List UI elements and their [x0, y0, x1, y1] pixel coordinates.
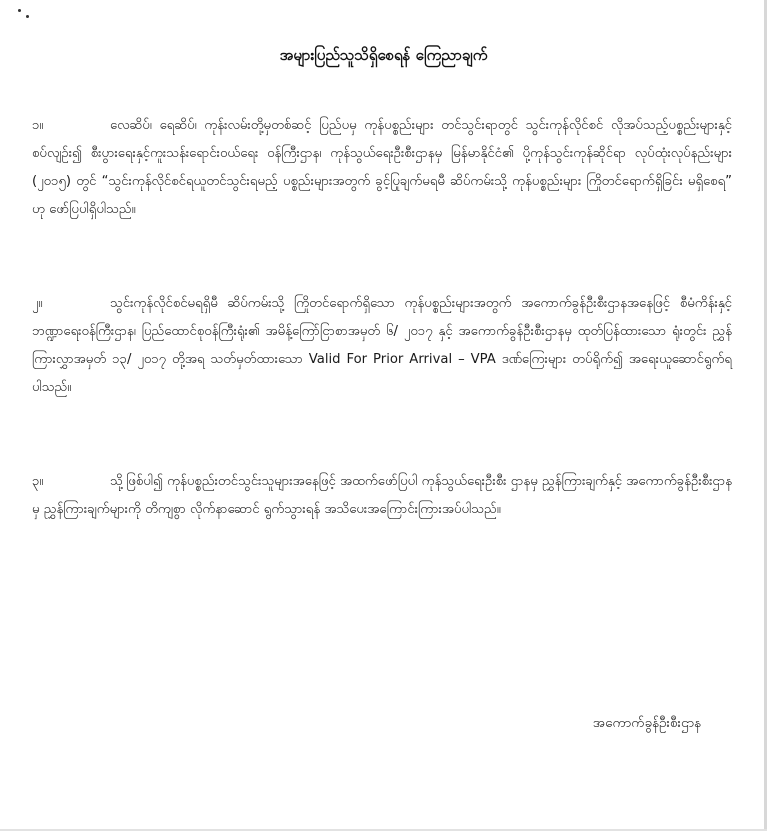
paragraph-1 — [32, 112, 732, 224]
paragraph-number: ၂။ — [32, 296, 43, 311]
paragraph-text: သို့ဖြစ်ပါ၍ ကုန်ပစ္စည်းတင်သွင်းသူများအနေဖြင့် အထက်ဖော်ပြပါ ကုန်သွယ်ရေးဦးစီး ဌာနမှ ညွှန်ကြားချက်နှင့် အကောက်ခွန်ဦးစီးဌာနမှ ညွှန်ကြားချက်များကို တိကျစွာ လိုက်နာဆောင် ရွက်သွားရန် အသိပေးအကြောင်းကြားအပ်ပါသည်။ — [32, 474, 732, 517]
scan-speck — [26, 15, 29, 18]
paragraph-3 — [32, 468, 732, 524]
signature-department: အကောက်ခွန်ဦးစီးဌာန — [592, 715, 701, 731]
paragraph-number: ၁။ — [32, 118, 44, 133]
paragraph-text: လေဆိပ်၊ ရေဆိပ်၊ ကုန်းလမ်းတို့မှတစ်ဆင့် ပြည်ပမှ ကုန်ပစ္စည်းများ တင်သွင်းရာတွင် သွင်းကုန်လိုင်စင် လိုအပ်သည့်ပစ္စည်းများနှင့် စပ်လျဉ်း၍ စီးပွားရေးနှင့်ကူးသန်းရောင်းဝယ်ရေး ဝန်ကြီးဌာန၊ ကုန်သွယ်ရေးဦးစီးဌာနမှ မြန်မာနိုင်ငံ၏ ပို့ကုန်သွင်းကုန်ဆိုင်ရာ လုပ်ထုံးလုပ်နည်းများ (၂၀၁၅) တွင် “သွင်းကုန်လိုင်စင်ရယူတင်သွင်းရမည့် ပစ္စည်းများအတွက် ခွင့်ပြုချက်မရမီ ဆိပ်ကမ်းသို့ ကုန်ပစ္စည်းများ ကြိုတင်ရောက်ရှိခြင်း မရှိစေရ” ဟု ဖော်ပြပါရှိပါသည်။ — [32, 118, 732, 217]
announcement-title: အများပြည်သူသိရှိစေရန် ကြေညာချက် — [279, 46, 488, 64]
paragraph-text: သွင်းကုန်လိုင်စင်မရရှိမီ ဆိပ်ကမ်းသို့ ကြိုတင်ရောက်ရှိသော ကုန်ပစ္စည်းများအတွက် အကောက်ခွန်ဦးစီးဌာနအနေဖြင့် စီမံကိန်းနှင့်ဘဏ္ဍာရေးဝန်ကြီးဌာန၊ ပြည်ထောင်စုဝန်ကြီးရုံး၏ အမိန့်ကြော်ငြာစာအမှတ် ၆/ ၂၀၁၇ နှင့် အကောက်ခွန်ဦးစီးဌာနမှ ထုတ်ပြန်ထားသော ရုံးတွင်း ညွှန်ကြားလွှာအမှတ် ၁၃/ ၂၀၁၇ တို့အရ သတ်မှတ်ထားသော Valid For Prior Arrival – VPA ဒဏ်ကြေးများ တပ်ရိုက်၍ အရေးယူဆောင်ရွက်ရပါသည်။ — [32, 296, 732, 395]
scan-speck — [18, 9, 21, 12]
paragraph-2 — [32, 290, 732, 402]
paragraph-number: ၃။ — [32, 474, 44, 489]
